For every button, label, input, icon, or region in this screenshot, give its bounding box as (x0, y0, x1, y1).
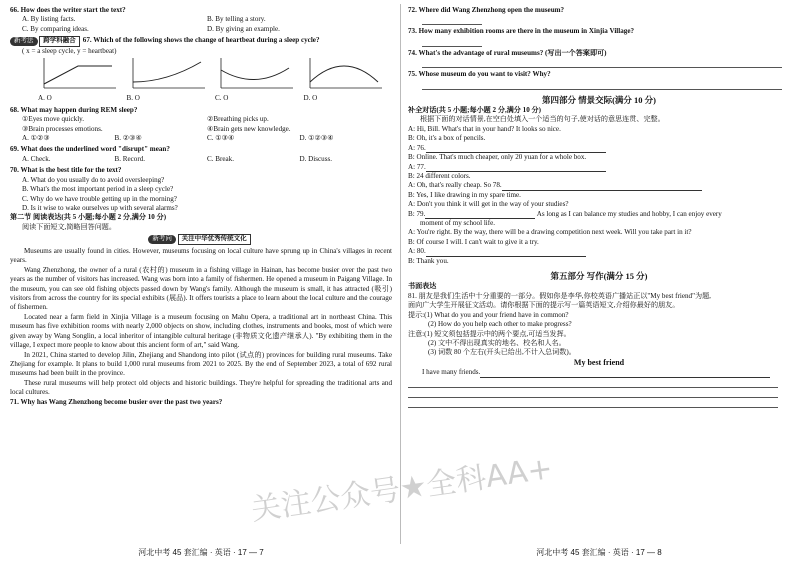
essay-title: My best friend (573, 357, 625, 367)
q81-line2: 面向广大学生开展征文活动。请你根据下面的提示写一篇英语短文,介绍你最好的朋友。 (408, 301, 680, 310)
essay-start: I have many friends. (422, 368, 481, 377)
q70-d: D. Is it wise to wake ourselves up with several alarms? (22, 203, 178, 212)
note-3: (3) 词数 80 个左右(开头已给出,不计入总词数)。 (428, 348, 576, 357)
dialogue-line-8: B: Yes, I like drawing in my spare time. (408, 190, 521, 199)
dialogue-line-1: A: Hi, Bill. What's that in your hand? It looks so nice. (408, 124, 561, 133)
graph-a (38, 56, 127, 94)
section2-tags (10, 234, 392, 245)
q73-stem: 73. How many exhibition rooms are there in the museum in Xinjia Village? (408, 27, 635, 36)
q67-note: ( x = a sleep cycle, y = heartbeat) (22, 46, 117, 55)
passage-p5: These rural museums will help protect old objects and historic buildings. They're helpful for spreading the traditional arts and local cultures. (10, 378, 392, 397)
q68-stem: 68. What may happen during REM sleep? (10, 105, 138, 114)
passage-p2: Wang Zhenzhong, the owner of a rural (农村的) museum in a fishing village in Hainan, has become busier over the past two years as the number of visitors has increased. Wang was born into a family of fishermen. He opened a museum in Paigang Village. In the museum, you can see old fishing objects passed down by Wang's family. Although the museum is small, it has attracted (吸引) visitors from across the country for its special exhibits (展品). It offers tourists a place to learn about the local culture and the courage of fishermen. (10, 265, 392, 312)
q75-stem: 75. Whose museum do you want to visit? Why? (408, 70, 551, 79)
q70-b: B. What's the most important period in a sleep cycle? (22, 185, 174, 194)
writing-title: 书面表达 (408, 282, 437, 291)
q67-graphs (10, 56, 392, 94)
q66-d: D. By giving an example. (207, 24, 280, 33)
q75-answer-line[interactable] (422, 80, 782, 90)
part5-title: 第五部分 写作(满分 15 分) (550, 271, 648, 282)
d76-label: A: 76. (408, 143, 426, 152)
sec2-tag2: 关注中华优秀传统文化 (178, 234, 251, 245)
graph-a-plot (38, 56, 118, 94)
q70-c: C. Why do we have trouble getting up in the morning? (22, 194, 177, 203)
passage-p4: In 2021, China started to develop Jilin, Zhejiang and Shandong into pilot (试点的) provinces for building rural museums. Take Zhejiang for example. It plans to build 1,000 rural museums from 2021 to 2025. By the end of September 2023, a total of 692 rural museums had been built in the province. (10, 350, 392, 378)
q67-a: A. O (38, 94, 52, 103)
q68-row2 (10, 125, 392, 134)
q80-blank[interactable] (426, 256, 586, 257)
q68-c: C. ①③④ (207, 134, 235, 143)
note-1: 注意:(1) 短文须包括提示中的两个要点,可适当发挥。 (408, 329, 571, 338)
q67-b: B. O (126, 94, 140, 103)
d80-label: A: 80. (408, 247, 426, 256)
essay-line-3[interactable] (408, 388, 778, 398)
d79-label: B: 79. (408, 209, 426, 218)
q67-d: D. O (303, 94, 318, 103)
q68-a: A. ①②③ (22, 134, 50, 143)
dialogue-line-10 (408, 210, 790, 219)
q66-a: A. By listing facts. (22, 15, 76, 24)
q69-stem: 69. What does the underlined word "disrupt" mean? (10, 145, 170, 154)
d79-tail: As long as I can balance my studies and hobby, I can enjoy every (536, 209, 722, 218)
left-page (10, 6, 392, 542)
left-footer: 河北中考 45 套汇编 · 英语 · 17 — 7 (138, 548, 264, 557)
q69-c: C. Break. (207, 154, 234, 163)
q69-b: B. Record. (114, 154, 146, 163)
graph-c (215, 56, 304, 94)
essay-first-line (408, 368, 790, 377)
q68-o4: ④Brain gets new knowledge. (207, 124, 291, 133)
q72-stem: 72. Where did Wang Zhenzhong open the museum? (408, 6, 565, 14)
essay-line-2[interactable] (408, 378, 778, 388)
graph-b-plot (127, 56, 207, 94)
note-2: (2) 文中不得出现真实的地名、校名和人名。 (428, 338, 566, 347)
hint-2: (2) How do you help each other to make progress? (428, 320, 572, 329)
q69-options (10, 155, 392, 164)
passage-p3: Located near a farm field in Xinjia Village is a museum focusing on Mahu Opera, a traditional art in northeast China. This museum has five exhibition rooms with nearly 2,000 objects on show, including clothes, instruments and books, most of which were given away by Wang Songlin, a local inheritor of intangible cultural heritage (非物质文化遗产继承人). "By exhibiting them in the village, I expect more people to know about this ancient form of art," said Wang. (10, 312, 392, 350)
q73-answer-line[interactable] (422, 37, 482, 47)
dialogue-line-6: B: 24 different colors. (408, 171, 471, 180)
sec2-tag: 新考向 (148, 235, 176, 244)
q67-stem: 67. Which of the following shows the change of heartbeat during a sleep cycle? (82, 36, 320, 45)
q70-a: A. What do you usually do to avoid oversleeping? (22, 175, 165, 184)
q68-o1: ①Eyes move quickly. (22, 115, 85, 124)
q67-tag2: 跨学科融合 (39, 36, 80, 47)
essay-line-4[interactable] (408, 398, 778, 408)
d78-label: A: Oh, that's really cheap. So 78. (408, 181, 502, 190)
section2-title: 第二节 阅读表达(共 5 小题;每小题 2 分,满分 10 分) (10, 213, 167, 222)
q66-options-2 (10, 25, 392, 34)
q69-d: D. Discuss. (299, 154, 333, 163)
d77-label: A: 77. (408, 162, 426, 171)
dialogue-line-2: B: Oh, it's a box of pencils. (408, 134, 486, 143)
q68-o3: ③Brain processes emotions. (22, 124, 103, 133)
graph-d-plot (304, 56, 384, 94)
q72-answer-line[interactable] (422, 15, 482, 25)
q68-row1 (10, 115, 392, 124)
hint-1: 提示:(1) What do you and your friend have in common? (408, 310, 569, 319)
q70-stem: 70. What is the best title for the text? (10, 166, 122, 175)
graph-b (127, 56, 216, 94)
q68-o2: ②Breathing picks up. (207, 115, 269, 124)
passage-p1: Museums are usually found in cities. However, museums focusing on local culture have sprung up in China's villages in recent years. (10, 246, 392, 265)
dialogue-instructions: 根据下面的对话情景,在空白处填入一个适当的句子,使对话的意思连贯、完整。 (420, 115, 665, 124)
dialogue-line-13 (408, 247, 790, 256)
graph-c-plot (215, 56, 295, 94)
section2-instructions: 阅读下面短文,简略回答问题。 (22, 222, 116, 231)
part4-title: 第四部分 情景交际(满分 10 分) (541, 94, 657, 105)
q74-answer-line[interactable] (422, 58, 782, 68)
q68-d: D. ①②③④ (299, 134, 334, 143)
dialogue-line-3 (408, 144, 790, 153)
q74-stem: 74. What's the advantage of rural museums? (写出一个答案即可) (408, 48, 607, 57)
dialogue-title: 补全对话(共 5 小题;每小题 2 分,满分 10 分) (408, 105, 541, 114)
dialogue-line-9: A: Don't you think it will get in the way of your studies? (408, 200, 569, 209)
q81-line1: 81. 朋友是我们生活中十分重要的一部分。假如你是李华,你校英语广播站正以"My best friend"为题, (408, 291, 711, 300)
essay-line-1[interactable] (480, 377, 770, 378)
dialogue-line-7 (408, 181, 790, 190)
q71-stem: 71. Why has Wang Zhenzhong become busier over the past two years? (10, 397, 223, 406)
q68-options (10, 134, 392, 143)
watermark: 关注公众号★全科AA+ (248, 451, 555, 528)
q67-c: C. O (215, 94, 229, 103)
page-divider (400, 4, 401, 544)
q78-blank[interactable] (502, 190, 702, 191)
q67-line (10, 36, 392, 47)
dialogue-line-14: B: Thank you. (408, 256, 449, 265)
dialogue-line-11: A: You're right. By the way, there will be a drawing competition next week. Will you take part in it? (408, 228, 692, 237)
d79-continued: moment of my school life. (420, 219, 496, 228)
q66-c: C. By comparing ideas. (22, 24, 89, 33)
dialogue-line-4: B: Online. That's much cheaper, only 20 yuan for a whole box. (408, 153, 587, 162)
q66-options (10, 15, 392, 24)
q68-b: B. ②③④ (114, 134, 142, 143)
q66-stem: 66. How does the writer start the text? (10, 6, 126, 14)
q67-options (10, 94, 392, 103)
q66-b: B. By telling a story. (207, 15, 266, 24)
q69-a: A. Check. (22, 154, 51, 163)
graph-d (304, 56, 393, 94)
dialogue-line-12: B: Of course I will. I can't wait to give it a try. (408, 237, 539, 246)
dialogue-line-5 (408, 163, 790, 172)
q67-tag: 新考法 (10, 37, 38, 46)
right-footer: 河北中考 45 套汇编 · 英语 · 17 — 8 (536, 548, 662, 557)
